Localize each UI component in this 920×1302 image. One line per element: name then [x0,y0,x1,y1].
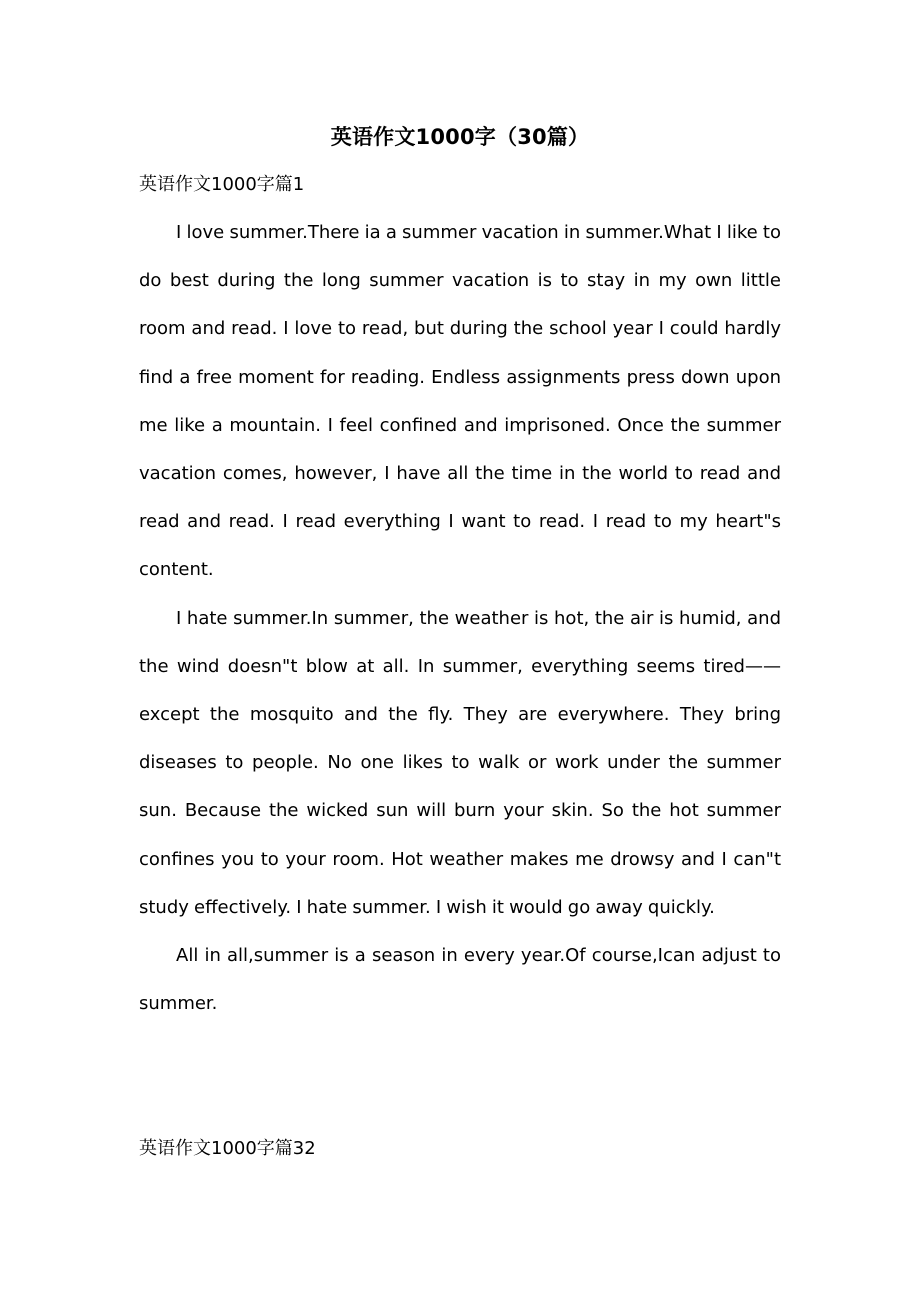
paragraph-conclusion: All in all,summer is a season in every year.Of course,Ican adjust to summer. [139,945,781,1015]
section-heading-1: 英语作文1000字篇1 [139,174,305,195]
section-1-body [139,209,781,1028]
section-heading-32: 英语作文1000字篇32 [139,1138,316,1159]
paragraph-love-summer: I love summer.There ia a summer vacation in summer.What I like to do best during the long summer vacation is to stay in my own little room and read. I love to read, but during the school year I could hardly find a free moment for reading. Endless assignments press down upon me like a mountain. I feel confined and imprisoned. Once the summer vacation comes, however, I have all the time in the world to read and read and read. I read everything I want to read. I read to my heart"s content. [139,222,781,581]
paragraph-hate-summer: I hate summer.In summer, the weather is hot, the air is humid, and the wind doesn"t blow at all. In summer, everything seems tired——except the mosquito and the fly. They are everywhere. They bring diseases to people. No one likes to walk or work under the summer sun. Because the wicked sun will burn your skin. So the hot summer confines you to your room. Hot weather makes me drowsy and I can"t study effectively. I hate summer. I wish it would go away quickly. [139,607,781,918]
document-title: 英语作文1000字（30篇） [330,125,590,149]
